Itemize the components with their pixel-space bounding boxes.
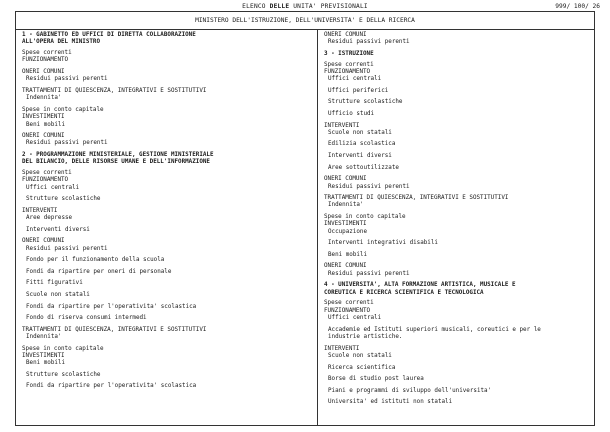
section-heading-line: 1 - GABINETTO ED UFFICI DI DIRETTA COLLABORAZIONE [22, 32, 196, 38]
entry-block [324, 240, 592, 247]
entry-block [324, 99, 592, 106]
entry-block [22, 327, 312, 342]
line-item: Uffici periferici [328, 87, 389, 94]
category-label: FUNZIONAMENTO [324, 68, 371, 75]
entry-block [22, 315, 312, 322]
entry-block [22, 383, 312, 390]
line-item: Fondi da ripartire per l'operativita' scolastica [26, 383, 197, 390]
entry-block [324, 88, 592, 95]
entry-block [324, 388, 592, 395]
category-label: INVESTIMENTI [324, 221, 367, 228]
entry-block [22, 304, 312, 311]
entry-block [324, 346, 592, 361]
line-item: Interventi diversi [328, 153, 392, 159]
document-header-title [0, 3, 610, 10]
entry-block [324, 62, 592, 84]
line-item: Beni mobili [328, 251, 368, 258]
entry-block [22, 238, 312, 253]
line-item: Universita' ed istituti non statali [328, 399, 453, 406]
entry-block [324, 195, 592, 210]
entry-block [22, 257, 312, 264]
category-label: INVESTIMENTI [22, 352, 65, 359]
line-item: Interventi integrativi disabili [328, 240, 438, 247]
category-label: Spese in conto capitale [22, 345, 104, 352]
line-item: Aree depresse [26, 215, 73, 222]
entry-block [324, 376, 592, 383]
line-item: Beni mobili [26, 360, 66, 367]
line-item: Strutture scolastiche [328, 99, 403, 106]
line-item: Interventi diversi [26, 226, 90, 233]
line-item: Uffici centrali [26, 184, 80, 191]
section-heading-line: 3 - ISTRUZIONE [324, 50, 374, 57]
line-item: Residui passivi perenti [328, 183, 410, 190]
category-label: FUNZIONAMENTO [22, 57, 69, 64]
category-label: TRATTAMENTI DI QUIESCENZA, INTEGRATIVI E SOSTITUTIVI [22, 326, 207, 333]
line-item: Indennita' [26, 95, 62, 102]
ministry-title: MINISTERO DELL'ISTRUZIONE, DELL'UNIVERSITA' E DELLA RICERCA [16, 12, 594, 30]
entry-block [324, 365, 592, 372]
line-item: Residui passivi perenti [328, 39, 410, 46]
entry-block [324, 165, 592, 172]
category-label: ONERI COMUNI [22, 238, 65, 245]
line-item: Fondi da ripartire per oneri di personale [26, 268, 172, 275]
category-label: ONERI COMUNI [324, 32, 367, 38]
category-label: ONERI COMUNI [324, 176, 367, 183]
line-item: Piani e programmi di sviluppo dell'universita' [328, 387, 492, 394]
line-item: Occupazione [328, 228, 368, 235]
category-label: ONERI COMUNI [22, 133, 65, 140]
entry-block [22, 208, 312, 223]
entry-block [22, 88, 312, 103]
section-heading [324, 51, 592, 58]
line-item: Residui passivi perenti [26, 140, 108, 147]
line-item: Borse di studio post laurea [328, 376, 424, 383]
line-item: Residui passivi perenti [26, 76, 108, 83]
category-label: Spese correnti [22, 169, 72, 176]
category-label: Spese correnti [324, 61, 374, 68]
entry-block [22, 196, 312, 203]
section-heading-line: ALL'OPERA DEL MINISTRO [22, 39, 101, 46]
column-divider [317, 29, 318, 426]
entry-block [22, 280, 312, 287]
section-heading [324, 282, 592, 297]
line-item: Fondi da ripartire per l'operativita' scolastica [26, 303, 197, 310]
category-label: ONERI COMUNI [22, 68, 65, 75]
line-item: industrie artistiche. [328, 334, 403, 340]
entry-block [22, 170, 312, 192]
section-heading-line: DEL BILANCIO, DELLE RISORSE UMANE E DELL'INFORMAZIONE [22, 159, 210, 166]
table-frame [15, 11, 595, 426]
line-item: Scuole non statali [26, 291, 90, 298]
line-item: Ricerca scientifica [328, 364, 396, 371]
entry-block [22, 107, 312, 129]
line-item: Uffici centrali [328, 76, 382, 83]
line-item: Indennita' [328, 202, 364, 209]
entry-block [324, 399, 592, 406]
line-item: Beni mobili [26, 121, 66, 128]
section-heading-line: 2 - PROGRAMMAZIONE MINISTERIALE, GESTIONE MINISTERIALE [22, 152, 214, 158]
entry-block [22, 269, 312, 276]
header-title-bold: DELLE [269, 3, 290, 10]
section-heading-line: 4 - UNIVERSITA', ALTA FORMAZIONE ARTISTICA, MUSICALE E [324, 282, 516, 289]
header-title-prefix: ELENCO [242, 3, 270, 10]
entry-block [324, 153, 592, 160]
category-label: INTERVENTI [324, 345, 360, 352]
category-label: FUNZIONAMENTO [22, 177, 69, 184]
category-label: TRATTAMENTI DI QUIESCENZA, INTEGRATIVI E SOSTITUTIVI [324, 195, 509, 202]
section-heading [22, 32, 312, 47]
left-column [22, 32, 312, 395]
category-label: Spese in conto capitale [324, 214, 406, 220]
entry-block [324, 252, 592, 259]
line-item: Fondo di riserva consumi intermedi [26, 315, 147, 322]
entry-block [22, 133, 312, 148]
line-item: Strutture scolastiche [26, 371, 101, 378]
category-label: TRATTAMENTI DI QUIESCENZA, INTEGRATIVI E SOSTITUTIVI [22, 87, 207, 94]
line-item: Residui passivi perenti [328, 270, 410, 277]
line-item: Ufficio studi [328, 110, 375, 117]
category-label: INVESTIMENTI [22, 114, 65, 121]
line-item: Fitti figurativi [26, 280, 83, 287]
entry-block [324, 214, 592, 236]
entry-block [22, 372, 312, 379]
entry-block [324, 111, 592, 118]
section-heading [22, 152, 312, 167]
category-label: Spese correnti [324, 300, 374, 307]
entry-block [324, 300, 592, 322]
entry-block [324, 32, 592, 47]
entry-block [22, 69, 312, 84]
category-label: INTERVENTI [324, 122, 360, 129]
page-reference: 999/ 100/ 26 [555, 3, 600, 10]
line-item: Scuole non statali [328, 129, 392, 136]
entry-block [22, 292, 312, 299]
category-label: Spese correnti [22, 49, 72, 56]
category-label: Spese in conto capitale [22, 106, 104, 113]
line-item: Indennita' [26, 334, 62, 340]
header-title-suffix: UNITA' PREVISIONALI [289, 3, 368, 10]
category-label: ONERI COMUNI [324, 263, 367, 270]
line-item: Edilizia scolastica [328, 141, 396, 148]
line-item: Accademie ed Istituti superiori musicali, coreutici e per le [328, 326, 541, 333]
entry-block [22, 346, 312, 368]
entry-block [324, 327, 592, 342]
category-label: INTERVENTI [22, 207, 58, 214]
line-item: Residui passivi perenti [26, 245, 108, 252]
right-column [324, 32, 592, 411]
line-item: Fondo per il funzionamento della scuola [26, 257, 165, 264]
entry-block [22, 50, 312, 65]
line-item: Aree sottoutilizzate [328, 164, 399, 171]
category-label: FUNZIONAMENTO [324, 307, 371, 314]
line-item: Scuole non statali [328, 352, 392, 359]
entry-block [324, 176, 592, 191]
entry-block [324, 141, 592, 148]
entry-block [324, 123, 592, 138]
line-item: Strutture scolastiche [26, 196, 101, 203]
line-item: Uffici centrali [328, 315, 382, 322]
entry-block [22, 227, 312, 234]
entry-block [324, 263, 592, 278]
section-heading-line: COREUTICA E RICERCA SCIENTIFICA E TECNOLOGICA [324, 289, 484, 296]
